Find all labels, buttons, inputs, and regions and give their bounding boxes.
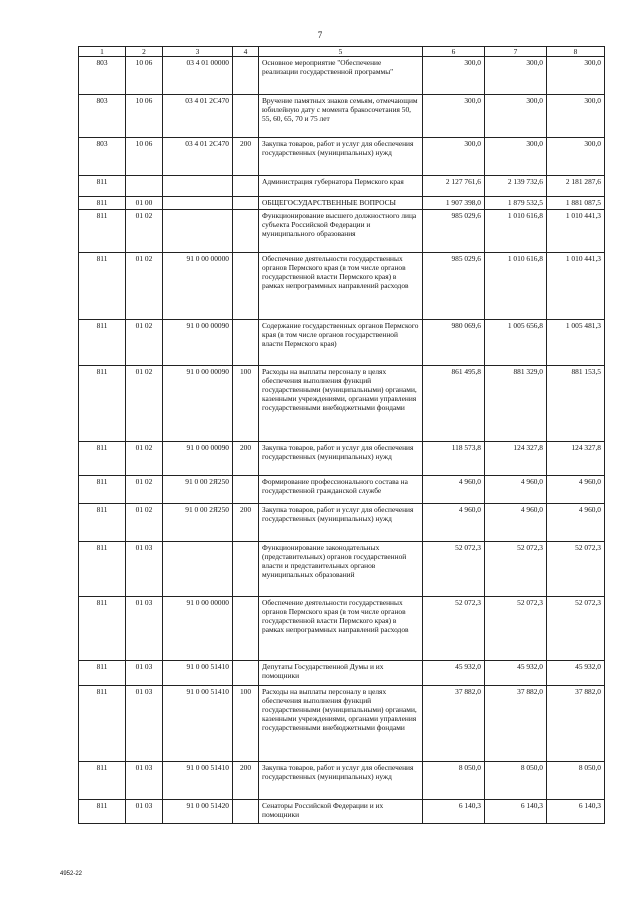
table-row <box>79 504 605 542</box>
section-code: 01 02 <box>126 442 163 476</box>
page-number: 7 <box>317 30 323 40</box>
expense-type: 100 <box>233 366 259 442</box>
amount-year-3: 1 010 441,3 <box>547 253 605 320</box>
amount-year-2: 8 050,0 <box>485 762 547 800</box>
table-row <box>79 366 605 442</box>
table-row <box>79 762 605 800</box>
amount-year-3: 8 050,0 <box>547 762 605 800</box>
admin-code: 811 <box>79 366 126 442</box>
admin-code: 803 <box>79 95 126 138</box>
amount-year-3: 52 072,3 <box>547 597 605 661</box>
target-code: 91 0 00 00000 <box>163 253 233 320</box>
header-cell: 8 <box>547 47 605 57</box>
admin-code: 811 <box>79 320 126 366</box>
table-row <box>79 661 605 686</box>
table-row <box>79 597 605 661</box>
expense-type: 200 <box>233 762 259 800</box>
amount-year-3: 2 181 287,6 <box>547 176 605 197</box>
amount-year-1: 300,0 <box>423 57 485 95</box>
description: Депутаты Государственной Думы и их помощники <box>259 661 423 686</box>
section-code: 01 02 <box>126 320 163 366</box>
amount-year-2: 1 005 656,8 <box>485 320 547 366</box>
expense-type <box>233 197 259 210</box>
budget-table <box>78 46 605 824</box>
description: Основное мероприятие "Обеспечение реализации государственной программы" <box>259 57 423 95</box>
table-row <box>79 686 605 762</box>
amount-year-3: 300,0 <box>547 57 605 95</box>
amount-year-3: 124 327,8 <box>547 442 605 476</box>
document-code: 4952-22 <box>60 871 83 877</box>
section-code: 01 02 <box>126 253 163 320</box>
table-row <box>79 800 605 824</box>
header-cell: 1 <box>79 47 126 57</box>
target-code: 91 0 00 2Я250 <box>163 476 233 504</box>
admin-code: 811 <box>79 197 126 210</box>
description: Закупка товаров, работ и услуг для обеспечения государственных (муниципальных) нужд <box>259 138 423 176</box>
expense-type: 200 <box>233 504 259 542</box>
target-code <box>163 210 233 253</box>
admin-code: 811 <box>79 542 126 597</box>
description: Расходы на выплаты персоналу в целях обеспечения выполнения функций государственными (муниципальными) органами, казенными учреждениями, органами управления государственными внебюджетными фондами <box>259 686 423 762</box>
admin-code: 811 <box>79 800 126 824</box>
amount-year-2: 6 140,3 <box>485 800 547 824</box>
admin-code: 811 <box>79 597 126 661</box>
amount-year-3: 1 005 481,3 <box>547 320 605 366</box>
amount-year-2: 300,0 <box>485 57 547 95</box>
target-code: 91 0 00 00090 <box>163 442 233 476</box>
amount-year-3: 300,0 <box>547 95 605 138</box>
target-code: 91 0 00 51420 <box>163 800 233 824</box>
target-code <box>163 197 233 210</box>
section-code: 10 06 <box>126 57 163 95</box>
target-code: 91 0 00 51410 <box>163 661 233 686</box>
description: ОБЩЕГОСУДАРСТВЕННЫЕ ВОПРОСЫ <box>259 197 423 210</box>
admin-code: 811 <box>79 686 126 762</box>
target-code: 03 4 01 2С470 <box>163 138 233 176</box>
header-cell: 3 <box>163 47 233 57</box>
amount-year-2: 300,0 <box>485 95 547 138</box>
amount-year-2: 1 010 616,8 <box>485 210 547 253</box>
amount-year-3: 1 881 087,5 <box>547 197 605 210</box>
section-code <box>126 176 163 197</box>
target-code: 91 0 00 51410 <box>163 762 233 800</box>
amount-year-3: 37 882,0 <box>547 686 605 762</box>
description: Закупка товаров, работ и услуг для обеспечения государственных (муниципальных) нужд <box>259 762 423 800</box>
description: Вручение памятных знаков семьям, отмечающим юбилейную дату с момента бракосочетания 50, 55, 60, 65, 70 и 75 лет <box>259 95 423 138</box>
table-row <box>79 57 605 95</box>
amount-year-1: 985 029,6 <box>423 210 485 253</box>
header-cell: 5 <box>259 47 423 57</box>
amount-year-1: 2 127 761,6 <box>423 176 485 197</box>
amount-year-2: 2 139 732,6 <box>485 176 547 197</box>
amount-year-1: 6 140,3 <box>423 800 485 824</box>
description: Закупка товаров, работ и услуг для обеспечения государственных (муниципальных) нужд <box>259 504 423 542</box>
expense-type: 200 <box>233 138 259 176</box>
amount-year-1: 985 029,6 <box>423 253 485 320</box>
admin-code: 811 <box>79 442 126 476</box>
expense-type <box>233 253 259 320</box>
amount-year-1: 300,0 <box>423 138 485 176</box>
amount-year-1: 4 960,0 <box>423 476 485 504</box>
admin-code: 811 <box>79 504 126 542</box>
target-code: 91 0 00 2Я250 <box>163 504 233 542</box>
section-code: 01 00 <box>126 197 163 210</box>
target-code: 91 0 00 00000 <box>163 597 233 661</box>
amount-year-3: 6 140,3 <box>547 800 605 824</box>
description: Обеспечение деятельности государственных органов Пермского края (в том числе органов государственной власти Пермского края) в рамках непрограммных направлений расходов <box>259 253 423 320</box>
amount-year-2: 1 879 532,5 <box>485 197 547 210</box>
section-code: 01 02 <box>126 366 163 442</box>
expense-type <box>233 210 259 253</box>
table-row <box>79 95 605 138</box>
amount-year-2: 37 882,0 <box>485 686 547 762</box>
header-row <box>79 47 605 57</box>
amount-year-2: 124 327,8 <box>485 442 547 476</box>
admin-code: 811 <box>79 253 126 320</box>
amount-year-1: 8 050,0 <box>423 762 485 800</box>
target-code <box>163 176 233 197</box>
amount-year-1: 52 072,3 <box>423 597 485 661</box>
amount-year-3: 300,0 <box>547 138 605 176</box>
expense-type <box>233 57 259 95</box>
expense-type: 100 <box>233 686 259 762</box>
expense-type <box>233 176 259 197</box>
amount-year-3: 52 072,3 <box>547 542 605 597</box>
expense-type <box>233 661 259 686</box>
amount-year-3: 4 960,0 <box>547 476 605 504</box>
description: Закупка товаров, работ и услуг для обеспечения государственных (муниципальных) нужд <box>259 442 423 476</box>
description: Администрация губернатора Пермского края <box>259 176 423 197</box>
admin-code: 803 <box>79 138 126 176</box>
section-code: 01 02 <box>126 504 163 542</box>
section-code: 01 02 <box>126 210 163 253</box>
table-row <box>79 476 605 504</box>
target-code: 91 0 00 51410 <box>163 686 233 762</box>
table-row <box>79 210 605 253</box>
description: Расходы на выплаты персоналу в целях обеспечения выполнения функций государственными (муниципальными) органами, казенными учреждениями, органами управления государственными внебюджетными фондами <box>259 366 423 442</box>
header-cell: 2 <box>126 47 163 57</box>
admin-code: 811 <box>79 661 126 686</box>
target-code: 03 4 01 2С470 <box>163 95 233 138</box>
amount-year-3: 881 153,5 <box>547 366 605 442</box>
expense-type: 200 <box>233 442 259 476</box>
description: Обеспечение деятельности государственных органов Пермского края (в том числе органов государственной власти Пермского края) в рамках непрограммных направлений расходов <box>259 597 423 661</box>
table-row <box>79 197 605 210</box>
amount-year-2: 4 960,0 <box>485 476 547 504</box>
section-code: 01 03 <box>126 661 163 686</box>
amount-year-2: 300,0 <box>485 138 547 176</box>
amount-year-2: 52 072,3 <box>485 542 547 597</box>
table-row <box>79 138 605 176</box>
description: Функционирование высшего должностного лица субъекта Российской Федерации и муниципального образования <box>259 210 423 253</box>
expense-type <box>233 95 259 138</box>
expense-type <box>233 542 259 597</box>
target-code: 03 4 01 00000 <box>163 57 233 95</box>
table-row <box>79 176 605 197</box>
target-code <box>163 542 233 597</box>
section-code: 01 03 <box>126 542 163 597</box>
table-row <box>79 253 605 320</box>
header-cell: 6 <box>423 47 485 57</box>
admin-code: 811 <box>79 210 126 253</box>
amount-year-1: 52 072,3 <box>423 542 485 597</box>
amount-year-1: 300,0 <box>423 95 485 138</box>
admin-code: 811 <box>79 176 126 197</box>
table-row <box>79 542 605 597</box>
section-code: 01 03 <box>126 762 163 800</box>
admin-code: 811 <box>79 762 126 800</box>
amount-year-1: 118 573,8 <box>423 442 485 476</box>
amount-year-2: 45 932,0 <box>485 661 547 686</box>
amount-year-2: 881 329,0 <box>485 366 547 442</box>
amount-year-2: 1 010 616,8 <box>485 253 547 320</box>
amount-year-1: 4 960,0 <box>423 504 485 542</box>
section-code: 10 06 <box>126 95 163 138</box>
table-row <box>79 442 605 476</box>
section-code: 01 03 <box>126 686 163 762</box>
description: Функционирование законодательных (представительных) органов государственной власти и представительных органов муниципальных образований <box>259 542 423 597</box>
amount-year-3: 1 010 441,3 <box>547 210 605 253</box>
amount-year-3: 4 960,0 <box>547 504 605 542</box>
section-code: 10 06 <box>126 138 163 176</box>
section-code: 01 03 <box>126 597 163 661</box>
admin-code: 803 <box>79 57 126 95</box>
target-code: 91 0 00 00090 <box>163 366 233 442</box>
admin-code: 811 <box>79 476 126 504</box>
header-cell: 7 <box>485 47 547 57</box>
description: Содержание государственных органов Пермского края (в том числе органов государственной власти Пермского края) <box>259 320 423 366</box>
table-row <box>79 320 605 366</box>
header-cell: 4 <box>233 47 259 57</box>
expense-type <box>233 320 259 366</box>
expense-type <box>233 476 259 504</box>
expense-type <box>233 800 259 824</box>
amount-year-2: 4 960,0 <box>485 504 547 542</box>
expense-type <box>233 597 259 661</box>
description: Формирование профессионального состава на государственной гражданской службе <box>259 476 423 504</box>
section-code: 01 03 <box>126 800 163 824</box>
amount-year-1: 37 882,0 <box>423 686 485 762</box>
target-code: 91 0 00 00090 <box>163 320 233 366</box>
amount-year-1: 1 907 398,0 <box>423 197 485 210</box>
description: Сенаторы Российской Федерации и их помощники <box>259 800 423 824</box>
amount-year-2: 52 072,3 <box>485 597 547 661</box>
amount-year-1: 45 932,0 <box>423 661 485 686</box>
amount-year-1: 980 069,6 <box>423 320 485 366</box>
amount-year-3: 45 932,0 <box>547 661 605 686</box>
section-code: 01 02 <box>126 476 163 504</box>
amount-year-1: 861 495,8 <box>423 366 485 442</box>
